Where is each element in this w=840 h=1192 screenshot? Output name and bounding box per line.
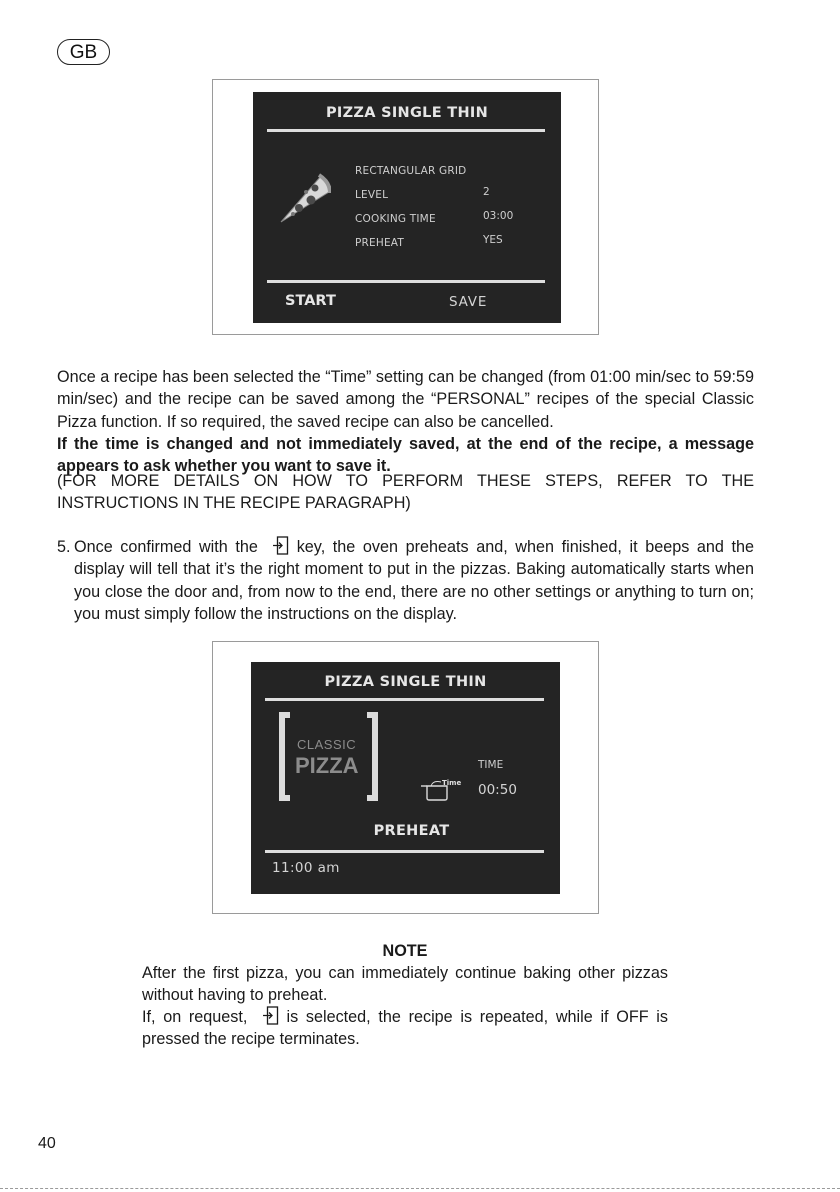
step-text-after-icon: key, the oven preheats and, when finished, it beeps and the display will tell that it’s the right moment to put in the pizzas. Baking automatically starts when you close the door and, from now to the end, there are no other settings or anything to turn on; you must simply follow the instructions on the display. <box>74 538 755 624</box>
step-5 <box>57 536 754 626</box>
note-text-before-icon: If, on request, <box>142 1008 248 1026</box>
reference-note-paragraph: (FOR MORE DETAILS ON HOW TO PERFORM THESE STEPS, REFER TO THE INSTRUCTIONS IN THE RECIPE PARAGRAPH) <box>57 472 754 513</box>
pizza-label: PIZZA <box>295 753 359 778</box>
display-figure-1 <box>212 79 599 335</box>
classic-label: CLASSIC <box>297 737 357 752</box>
page-number: 40 <box>38 1135 56 1152</box>
timer-icon-label: Time <box>442 779 462 787</box>
note-line-2 <box>142 1006 668 1051</box>
note-title: NOTE <box>382 942 428 960</box>
setting-label-level: LEVEL <box>355 189 389 201</box>
footer-divider <box>267 280 545 283</box>
setting-label-cooking-time: COOKING TIME <box>355 213 436 225</box>
setting-value-level: 2 <box>483 186 490 198</box>
step-text <box>74 536 754 626</box>
title-divider <box>267 129 545 132</box>
pizza-slice-icon <box>275 170 331 228</box>
enter-key-icon <box>263 1006 279 1025</box>
language-badge: GB <box>57 39 110 65</box>
display-figure-2 <box>212 641 599 914</box>
page-bottom-divider <box>0 1188 840 1189</box>
setting-value-cooking-time: 03:00 <box>483 210 514 222</box>
oven-display-preheat <box>251 662 560 894</box>
footer-divider <box>265 850 544 853</box>
note-text-after-icon: is selected, the recipe is repeated, while if OFF is pressed the recipe terminates. <box>142 1008 668 1049</box>
setting-value-preheat: YES <box>483 234 503 246</box>
step-text-before-icon: Once confirmed with the <box>74 538 258 556</box>
preheat-status: PREHEAT <box>373 823 450 839</box>
recipe-title: PIZZA SINGLE THIN <box>325 105 489 121</box>
recipe-title: PIZZA SINGLE THIN <box>324 674 487 690</box>
recipe-time-paragraph: Once a recipe has been selected the “Time” setting can be changed (from 01:00 min/sec to 59:59 min/sec) and the recipe can be saved among the “PERSONAL” recipes of the special Classic Pizza function. If so required, the saved recipe can also be cancelled. <box>57 368 754 431</box>
setting-label-preheat: PREHEAT <box>355 237 404 249</box>
start-button[interactable]: START <box>285 293 336 309</box>
time-value: 00:50 <box>478 782 517 798</box>
time-label: TIME <box>478 759 504 771</box>
save-button[interactable]: SAVE <box>449 294 488 310</box>
title-divider <box>265 698 544 701</box>
step-number: 5. <box>57 538 71 556</box>
setting-label-grid: RECTANGULAR GRID <box>355 165 467 177</box>
enter-key-icon <box>273 536 289 555</box>
clock-display: 11:00 am <box>272 860 340 876</box>
save-warning-paragraph: If the time is changed and not immediately saved, at the end of the recipe, a message appears to ask whether you want to save it. <box>57 435 754 476</box>
oven-display-recipe-detail <box>253 92 561 323</box>
note-line-1: After the first pizza, you can immediately continue baking other pizzas without having to preheat. <box>142 964 668 1005</box>
